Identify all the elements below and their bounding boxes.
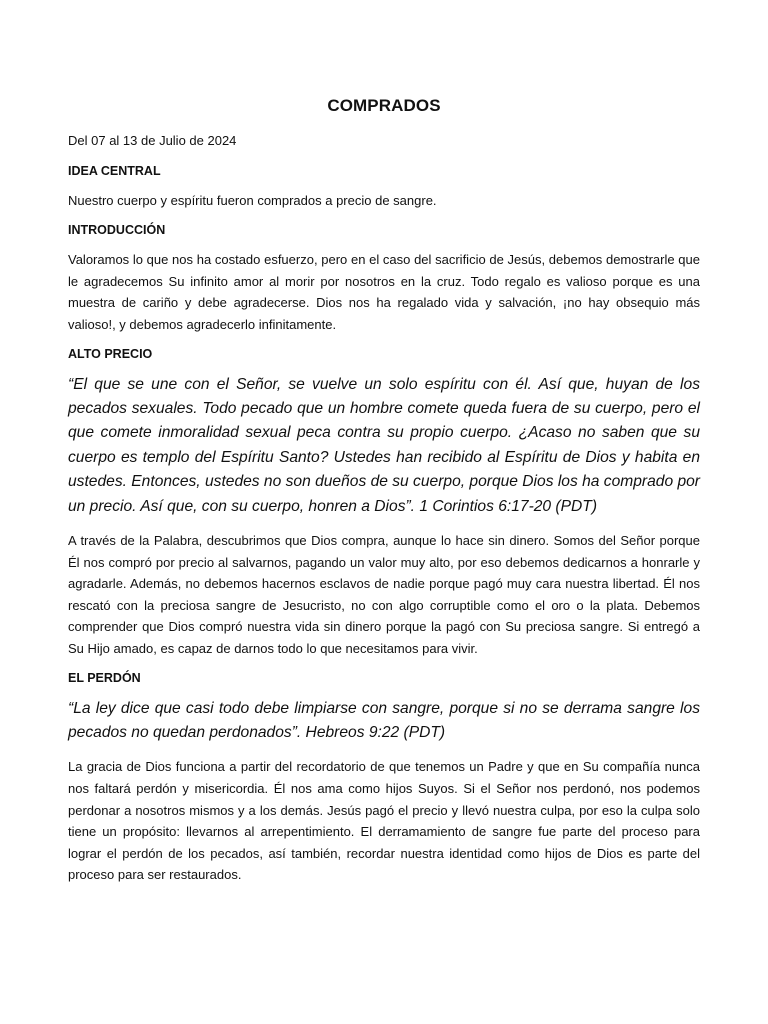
- el-perdon-quote: “La ley dice que casi todo debe limpiarse con sangre, porque si no se derrama sangre los pecados no quedan perdonados”. Hebreos 9:22 (PDT): [68, 699, 700, 741]
- alto-precio-quote: “El que se une con el Señor, se vuelve un solo espíritu con él. Así que, huyan de los pecados sexuales. Todo pecado que un hombre comete queda fuera de su cuerpo, pero el que comete inmoralidad sexual peca contra su propio cuerpo. ¿Acaso no saben que su cuerpo es templo del Espíritu Santo? Ustedes han recibido al Espíritu de Dios y habita en ustedes. Entonces, ustedes no son dueños de su cuerpo, porque Dios los ha comprado por un precio. Así que, con su cuerpo, honren a Dios”. 1 Corintios 6:17-20 (PDT): [68, 375, 700, 515]
- date-range: Del 07 al 13 de Julio de 2024: [68, 133, 237, 148]
- introduccion-text: Valoramos lo que nos ha costado esfuerzo, pero en el caso del sacrificio de Jesús, debemos demostrarle que le agradecemos Su infinito amor al morir por nosotros en la cruz. Todo regalo es valioso porque es una muestra de cariño y debe agradecerse. Dios nos ha regalado vida y salvación, ¡no hay obsequio más valioso!, y debemos agradecerlo infinitamente.: [68, 252, 700, 332]
- page-title: COMPRADOS: [327, 96, 441, 115]
- heading-introduccion: INTRODUCCIÓN: [68, 223, 166, 238]
- el-perdon-text: La gracia de Dios funciona a partir del recordatorio de que tenemos un Padre y que en Su compañía nunca nos faltará perdón y misericordia. Él nos ama como hijos Suyos. Si el Señor nos perdonó, nos podemos perdonar a nosotros mismos y a los demás. Jesús pagó el precio y llevó nuestra culpa, por eso la culpa solo tiene un propósito: llevarnos al arrepentimiento. El derramamiento de sangre fue parte del proceso para lograr el perdón de los pecados, así también, recordar nuestra identidad como hijos de Dios es parte del proceso para ser restaurados.: [68, 759, 700, 883]
- heading-el-perdon: EL PERDÓN: [68, 670, 141, 685]
- alto-precio-text: A través de la Palabra, descubrimos que Dios compra, aunque lo hace sin dinero. Somos del Señor porque Él nos compró por precio al salvarnos, pagando un valor muy alto, por eso debemos dedicarnos a honrarle y agradarle. Además, no debemos hacernos esclavos de nadie porque pagó muy cara nuestra libertad. Él nos rescató con la preciosa sangre de Jesucristo, no con algo corruptible como el oro o la plata. Debemos comprender que Dios compró nuestra vida sin dinero porque la pagó con Su preciosa sangre. Si entregó a Su Hijo amado, es capaz de darnos todo lo que necesitamos para vivir.: [68, 533, 700, 656]
- heading-idea-central: IDEA CENTRAL: [68, 163, 161, 178]
- document-page: [68, 94, 700, 894]
- idea-central-text: Nuestro cuerpo y espíritu fueron comprados a precio de sangre.: [68, 192, 437, 208]
- heading-alto-precio: ALTO PRECIO: [68, 346, 153, 361]
